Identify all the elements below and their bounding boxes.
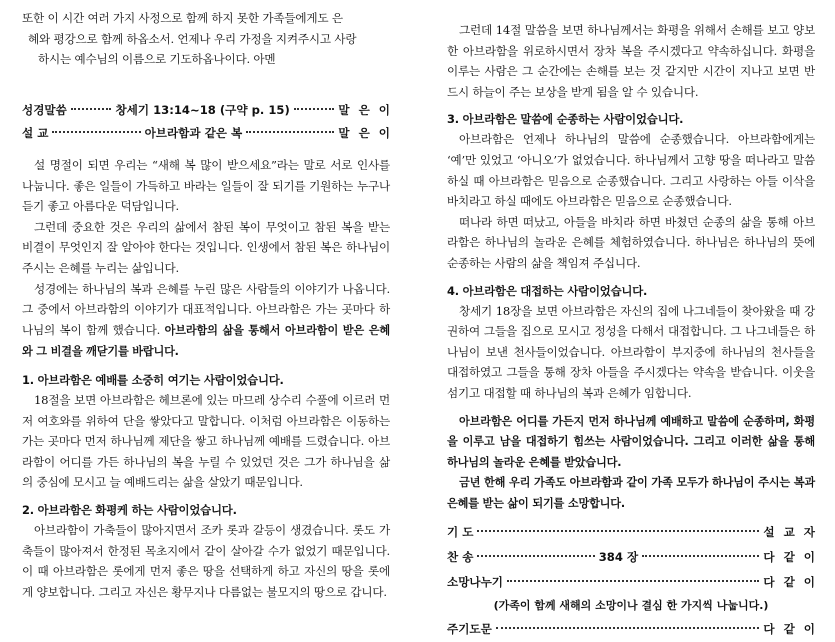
order-of-worship (447, 520, 825, 642)
closing-prayer-line-1: 또한 이 시간 여러 가지 사정으로 함께 하지 못한 가족들에게도 은 (22, 11, 343, 25)
leader-dots (71, 108, 112, 110)
share-notice: (가족이 함께 새해의 소망이나 결심 한 가지씩 나눕니다.) (493, 599, 769, 613)
continued-paragraph: 그런데 14절 말씀을 보면 하나님께서는 화평을 위해서 손해를 보고 양보한 아브라함을 위로하시면서 장차 복을 주시겠다고 약속하십니다. 화평을 이루는 사람은 그 순간에는 손해를 보는 것 같지만 시간이 지나고 보면 반드시 하늘이 주는 보상을 받게 됨을 알 수 있습니다. (447, 23, 815, 99)
sermon-label: 설 교 (22, 126, 49, 140)
closing-prayer (22, 8, 374, 70)
share-leader: 다같이 (763, 575, 824, 590)
intro-paragraph-2: 그런데 중요한 것은 우리의 삶에서 참된 복이 무엇이고 참된 복을 받는 비결이 무엇인지 잘 알아야 한다는 것입니다. 인생에서 참된 복은 하나님이 주시는 은혜를 누리는 삶입니다. (22, 219, 390, 275)
leader-dots (246, 131, 334, 133)
section-heading-1: 1. 아브라함은 예배를 소중히 여기는 사람이었습니다. (22, 372, 284, 387)
intro-emphasis: 아브라함의 삶을 통해서 아브라함이 받은 은혜와 그 비결을 깨닫기를 바랍니다. (22, 323, 390, 359)
section-body-4: 창세기 18장을 보면 아브라함은 자신의 집에 나그네들이 찾아왔을 때 강권하여 그들을 집으로 모시고 정성을 다해서 대접합니다. 그 나그네들은 하나님이 보낸 천사들이었습니다. 아브라함이 부지중에 하나님의 천사들을 대접하였고 그들을 통해 장차 아들을 주시겠다는 약속을 받습니다. 이웃을 섬기고 대접할 때 하나님의 복과 은혜가 임합니다. (447, 303, 815, 400)
sermon-line (22, 122, 399, 145)
section-body-3b: 떠나라 하면 떠났고, 아들을 바치라 하면 바쳤던 순종의 삶을 통해 아브라함은 하나님의 놀라운 은혜를 체험하였습니다. 하나님은 하나님의 뜻에 순종하는 사람의 삶을 책임져 주십니다. (447, 214, 815, 270)
leader-dots (477, 555, 594, 557)
prayer-leader: 설교자 (763, 525, 824, 540)
section-body-3a: 아브라함은 언제나 하나님의 말씀에 순종했습니다. 아브라함에게는 ‘예’만 있었고 ‘아니오’가 없었습니다. 하나님께서 고향 땅을 떠나라고 말씀하실 때 아브라함은 믿음으로 순종했습니다. 그리고 사랑하는 아들 이삭을 바치라고 하실 때에도 아브라함은 믿음으로 순종했습니다. (447, 132, 815, 209)
leader-dots (294, 108, 335, 110)
section-heading-2: 2. 아브라함은 화평케 하는 사람이었습니다. (22, 502, 237, 517)
prayer-line (447, 520, 824, 545)
lords-prayer-line (447, 617, 824, 642)
leader-dots (507, 580, 759, 582)
summary-paragraph-2: 금년 한해 우리 가족도 아브라함과 같이 가족 모두가 하나님이 주시는 복과 은혜를 받는 삶이 되기를 소망합니다. (447, 476, 815, 510)
leader-dots (52, 131, 140, 133)
sermon-title: 아브라함과 같은 복 (144, 126, 243, 140)
hymn-line (447, 545, 825, 570)
left-column (22, 99, 400, 602)
right-column (447, 20, 825, 642)
hymn-label: 찬 송 (447, 550, 474, 565)
intro-paragraph-1: 설 명절이 되면 우리는 “새해 복 많이 받으세요”라는 말로 서로 인사를 나눕니다. 좋은 일들이 가득하고 바라는 일들이 잘 되기를 기원하는 누구나 듣기 좋고 아름다운 덕담입니다. (22, 158, 390, 214)
hymn-number: 384 장 (598, 550, 639, 565)
section-heading-4: 4. 아브라함은 대접하는 사람이었습니다. (447, 283, 648, 298)
section-body-1: 18절을 보면 아브라함은 헤브론에 있는 마므레 상수리 수풀에 이르러 먼저 여호와를 위하여 단을 쌓았다고 말합니다. 이처럼 아브라함은 이동하는 가는 곳마다 먼저 하나님께 제단을 쌓고 하나님께 예배를 드렸습니다. 아브라함이 어디를 가든 하나님의 복을 누릴 수 있었던 것은 그가 하나님을 삶의 중심에 모시고 늘 예배드리는 삶을 살았기 때문입니다. (22, 392, 390, 490)
scripture-ref: 창세기 13:14~18 (구약 p. 15) (115, 103, 290, 117)
share-line (447, 570, 824, 595)
scripture-line (22, 99, 400, 122)
intro-text: 성경에는 하나님의 복과 은혜를 누린 많은 사람들의 이야기가 나옵니다. 그 중에서 아브라함의 이야기가 대표적입니다. 아브라함은 가는 곳마다 하나님의 복이 함께 했습니다. (22, 281, 390, 337)
lords-prayer-leader: 다같이 (763, 622, 824, 637)
intro-paragraph-3 (22, 279, 390, 363)
leader-dots (477, 530, 759, 532)
prayer-label: 기 도 (447, 525, 474, 540)
section-body-2: 아브라함이 가축들이 많아지면서 조카 롯과 갈등이 생겼습니다. 롯도 가축들이 많아져서 한정된 목초지에서 같이 살아갈 수가 없었기 때문입니다. 이 때 아브라함은 롯에게 먼저 좋은 땅을 선택하게 하고 자신의 땅을 롯에게 양보합니다. 그리고 자신은 황무지나 다름없는 불모지의 땅으로 갑니다. (22, 522, 390, 599)
leader-dots (642, 555, 759, 557)
share-label: 소망나누기 (447, 575, 503, 590)
sermon-speaker: 말은이 (338, 126, 399, 140)
leader-dots (496, 627, 760, 629)
summary-paragraph-1: 아브라함은 어디를 가든지 먼저 하나님께 예배하고 말씀에 순종하며, 화평을 이루고 남을 대접하기 힘쓰는 사람이었습니다. 그리고 이러한 삶을 통해 하나님의 놀라운 은혜를 받았습니다. (447, 414, 815, 469)
closing-prayer-line-2: 혜와 평강으로 함께 하옵소서. 언제나 우리 가정을 지켜주시고 사랑 (28, 31, 357, 46)
hymn-leader: 다같이 (763, 550, 825, 565)
closing-prayer-line-3: 하시는 예수님의 이름으로 기도하옵나이다. 아멘 (38, 52, 276, 67)
lords-prayer-label: 주기도문 (447, 622, 492, 637)
scripture-label: 성경말씀 (22, 103, 67, 117)
section-heading-3: 3. 아브라함은 말씀에 순종하는 사람이었습니다. (447, 112, 684, 127)
scripture-speaker: 말은이 (338, 103, 400, 117)
